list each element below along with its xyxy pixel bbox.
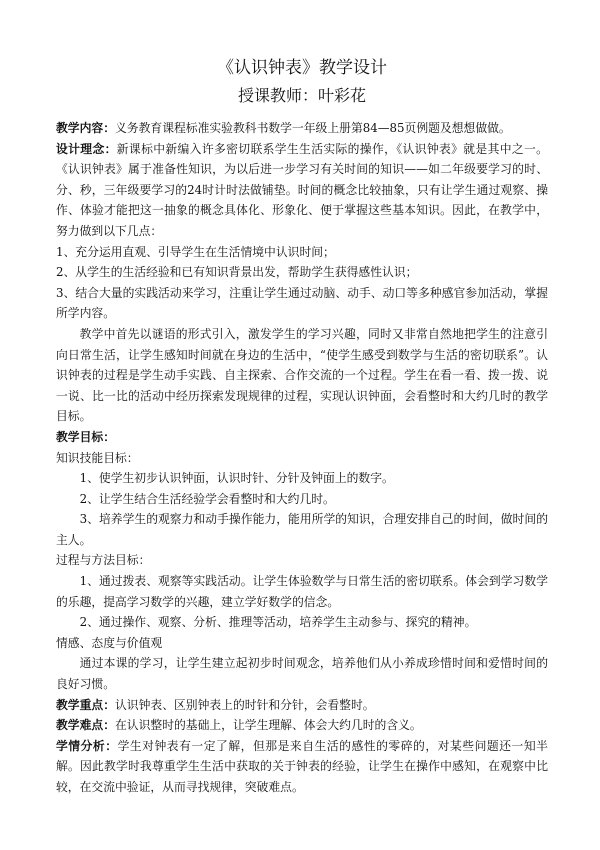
teaching-content: [56, 118, 548, 139]
key-text: 认识钟表、区别钟表上的时针和分针，会看整时。: [115, 697, 375, 712]
content-label: 教学内容：: [56, 121, 115, 135]
skill-heading: 知识技能目标：: [56, 450, 139, 465]
key-point: [56, 695, 548, 716]
document-page: [56, 56, 548, 798]
teacher-line: 授课教师：叶彩花: [237, 86, 366, 105]
page-title: 《认识钟表》教学设计: [217, 58, 387, 78]
skill-goal-1: 1、使学生初步认识钟面，认识时针、分针及钟面上的数字。: [79, 471, 394, 486]
skill-goal-2: 2、让学生结合生活经验学会看整时和大约几时。: [79, 491, 335, 506]
concept-point-2: 2、从学生的生活经验和已有知识背景出发，帮助学生获得感性认识；: [56, 265, 418, 280]
skill-goal-3: 3、培养学生的观察力和动手操作能力，能用所学的知识，合理安排自己的时间，做时间的主人。: [56, 512, 548, 547]
concept-point-1: 1、充分运用直观、引导学生在生活情境中认识时间；: [56, 244, 335, 259]
analysis-text: 学生对钟表有一定了解，但那是来自生活的感性的零碎的，对某些问题还一知半解。因此教学时我尊重学生生活中获取的关于钟表的经验，让学生在操作中感知，在观察中比较，在交流中验证，从而寻找规律，突破难点。: [56, 738, 548, 794]
content-text: 义务教育课程标准实验教科书数学一年级上册第84—85页例题及想想做做。: [115, 121, 511, 135]
difficulty-text: 在认识整时的基础上，让学生理解、体会大约几时的含义。: [115, 718, 422, 733]
process-heading: 过程与方法目标：: [56, 553, 151, 568]
process-goal-2: 2、通过操作、观察、分析、推理等活动，培养学生主动参与、探究的精神。: [79, 615, 477, 630]
student-analysis: [56, 736, 548, 798]
concept-text: 新课标中新编入许多密切联系学生生活实际的操作，《认识钟表》就是其中之一。《认识钟表》属于准备性知识，为以后进一步学习有关时间的知识——如二年级要学习的时、分、秒，三年级要学习的24时计时法做铺垫。时间的概念比较抽象，只有让学生通过观察、操作、体验才能把这一抽象的概念具体化、形象化、便于掌握这些基本知识。因此，在教学中，努力做到以下几点：: [56, 141, 548, 238]
analysis-label: 学情分析：: [56, 738, 118, 753]
emotion-heading: 情感、态度与价值观: [56, 635, 163, 650]
concept-paragraph-2: 教学中首先以谜语的形式引入，激发学生的学习兴趣，同时又非常自然地把学生的注意引向日常生活，让学生感知时间就在身边的生活中，“使学生感受到数学与生活的密切联系”。认识钟表的过程是学生动手实践、自主探索、合作交流的一个过程。学生在看一看、拨一拨、说一说、比一比的活动中经历探索发现规律的过程，实现认识钟面，会看整时和大约几时的教学目标。: [56, 326, 548, 424]
key-label: 教学重点：: [56, 697, 115, 712]
process-goal-1: 1、通过拨表、观察等实践活动。让学生体验数学与日常生活的密切联系。体会到学习数学的乐趣，提高学习数学的兴趣，建立学好数学的信念。: [56, 574, 548, 609]
concept-point-3: 3、结合大量的实践活动来学习，注重让学生通过动脑、动手、动口等多种感官参加活动，掌握所学内容。: [56, 285, 548, 321]
design-concept: [56, 139, 548, 242]
difficulty-point: [56, 715, 548, 736]
concept-label: 设计理念：: [56, 141, 117, 156]
difficulty-label: 教学难点：: [56, 718, 115, 733]
emotion-text: 通过本课的学习，让学生建立起初步时间观念，培养他们从小养成珍惜时间和爱惜时间的良好习惯。: [56, 656, 548, 692]
goals-heading: 教学目标：: [56, 429, 115, 444]
